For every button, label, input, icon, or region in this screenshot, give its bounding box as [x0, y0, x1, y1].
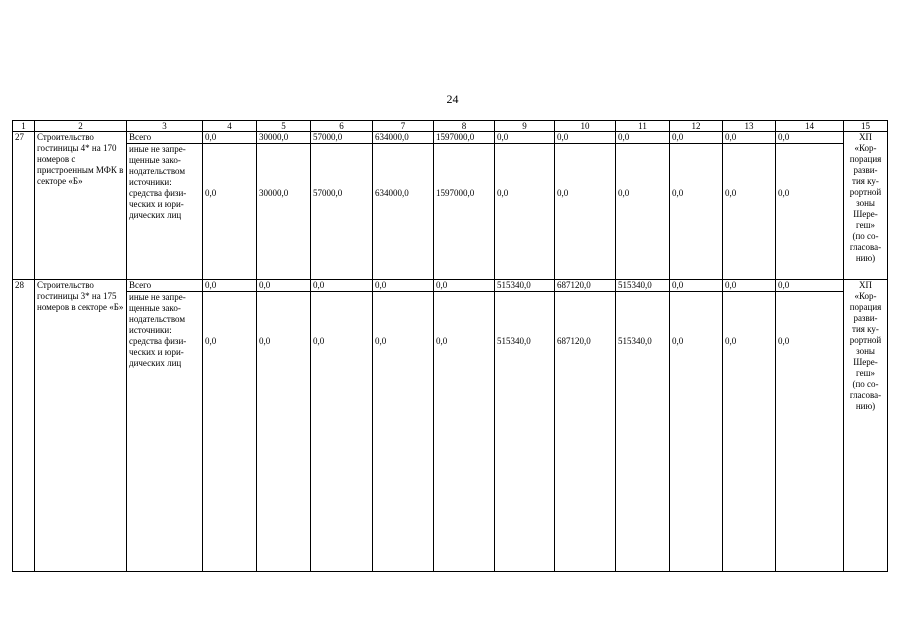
total-value-col-12: 0,0	[670, 132, 723, 144]
total-value-col-14: 0,0	[776, 280, 844, 292]
source-line: щенные зако-	[129, 155, 181, 165]
executor-line: гласова-	[849, 242, 882, 252]
executor-line: Шере-	[853, 357, 878, 367]
source-value-col-6: 57000,0	[311, 144, 373, 280]
row-index: 27	[13, 132, 35, 280]
source-label	[127, 144, 203, 280]
source-value-col-12: 0,0	[670, 144, 723, 280]
source-value-col-14: 0,0	[776, 292, 844, 572]
executor-line: ХП	[859, 280, 872, 290]
total-value-col-13: 0,0	[723, 132, 776, 144]
page-number: 24	[446, 92, 459, 106]
source-line: источники:	[129, 177, 172, 187]
header-cell-4: 4	[203, 121, 257, 132]
executor	[844, 280, 888, 572]
source-value-col-11: 0,0	[616, 144, 670, 280]
source-value-col-8: 1597000,0	[434, 144, 495, 280]
source-value-col-6: 0,0	[311, 292, 373, 572]
total-value-col-4: 0,0	[203, 280, 257, 292]
executor-line: Шере-	[853, 209, 878, 219]
executor-line: геш»	[856, 220, 875, 230]
source-line: иные не запре-	[129, 144, 186, 154]
source-value-col-7: 634000,0	[373, 144, 434, 280]
total-value-col-14: 0,0	[776, 132, 844, 144]
header-cell-8: 8	[434, 121, 495, 132]
source-value-col-9: 515340,0	[495, 292, 555, 572]
object-name: Строительство гостиницы 4* на 170 номеров с пристроенным МФК в секторе «Б»	[35, 132, 127, 280]
source-line: средства физи-	[129, 188, 187, 198]
source-line: средства физи-	[129, 336, 187, 346]
total-value-col-11: 515340,0	[616, 280, 670, 292]
header-cell-11: 11	[616, 121, 670, 132]
total-value-col-6: 0,0	[311, 280, 373, 292]
source-value-col-10: 687120,0	[555, 292, 616, 572]
source-value-col-12: 0,0	[670, 292, 723, 572]
executor-line: разви-	[853, 165, 878, 175]
source-line: источники:	[129, 325, 172, 335]
object-name: Строительство гостиницы 3* на 175 номеров в секторе «Б»	[35, 280, 127, 572]
total-value-col-8: 0,0	[434, 280, 495, 292]
total-label: Всего	[127, 280, 203, 292]
source-line: нодательством	[129, 314, 186, 324]
total-value-col-10: 0,0	[555, 132, 616, 144]
table-row	[13, 132, 888, 144]
executor-line: нию)	[855, 401, 876, 411]
total-value-col-5: 30000,0	[257, 132, 311, 144]
executor-line: порация	[849, 154, 882, 164]
executor-line: разви-	[853, 313, 878, 323]
header-row	[13, 121, 888, 132]
executor-line: зоны	[856, 198, 875, 208]
header-cell-14: 14	[776, 121, 844, 132]
executor-line: ХП	[859, 132, 872, 142]
executor-line: тия ку-	[852, 324, 879, 334]
total-value-col-7: 0,0	[373, 280, 434, 292]
source-line: дических лиц	[129, 210, 182, 220]
source-value-col-4: 0,0	[203, 144, 257, 280]
header-cell-15: 15	[844, 121, 888, 132]
source-value-col-13: 0,0	[723, 292, 776, 572]
total-value-col-10: 687120,0	[555, 280, 616, 292]
executor-line: «Кор-	[854, 291, 877, 301]
total-value-col-4: 0,0	[203, 132, 257, 144]
executor-line: порация	[849, 302, 882, 312]
total-value-col-6: 57000,0	[311, 132, 373, 144]
table-row	[13, 144, 888, 280]
table-row	[13, 280, 888, 292]
source-value-col-10: 0,0	[555, 144, 616, 280]
header-cell-5: 5	[257, 121, 311, 132]
table-row	[13, 292, 888, 572]
source-value-col-7: 0,0	[373, 292, 434, 572]
total-label: Всего	[127, 132, 203, 144]
header-cell-10: 10	[555, 121, 616, 132]
total-value-col-12: 0,0	[670, 280, 723, 292]
executor-line: «Кор-	[854, 143, 877, 153]
executor-line: (по со-	[852, 379, 879, 389]
total-value-col-5: 0,0	[257, 280, 311, 292]
header-cell-2: 2	[35, 121, 127, 132]
total-value-col-11: 0,0	[616, 132, 670, 144]
source-value-col-5: 0,0	[257, 292, 311, 572]
executor-line: зоны	[856, 346, 875, 356]
source-value-col-13: 0,0	[723, 144, 776, 280]
header-cell-3: 3	[127, 121, 203, 132]
total-value-col-7: 634000,0	[373, 132, 434, 144]
source-value-col-11: 515340,0	[616, 292, 670, 572]
source-value-col-4: 0,0	[203, 292, 257, 572]
source-line: щенные зако-	[129, 303, 181, 313]
executor-line: гласова-	[849, 390, 882, 400]
source-value-col-9: 0,0	[495, 144, 555, 280]
executor-line: нию)	[855, 253, 876, 263]
source-line: ческих и юри-	[129, 199, 184, 209]
executor-line: (по со-	[852, 231, 879, 241]
source-line: иные не запре-	[129, 292, 186, 302]
source-value-col-5: 30000,0	[257, 144, 311, 280]
header-cell-6: 6	[311, 121, 373, 132]
source-line: ческих и юри-	[129, 347, 184, 357]
executor	[844, 132, 888, 280]
source-value-col-14: 0,0	[776, 144, 844, 280]
total-value-col-8: 1597000,0	[434, 132, 495, 144]
header-cell-9: 9	[495, 121, 555, 132]
total-value-col-9: 0,0	[495, 132, 555, 144]
header-cell-13: 13	[723, 121, 776, 132]
program-table	[12, 120, 888, 572]
total-value-col-13: 0,0	[723, 280, 776, 292]
source-label	[127, 292, 203, 572]
row-index: 28	[13, 280, 35, 572]
header-cell-7: 7	[373, 121, 434, 132]
header-cell-12: 12	[670, 121, 723, 132]
executor-line: рортной	[849, 187, 882, 197]
executor-line: рортной	[849, 335, 882, 345]
source-value-col-8: 0,0	[434, 292, 495, 572]
executor-line: геш»	[856, 368, 875, 378]
header-cell-1: 1	[13, 121, 35, 132]
total-value-col-9: 515340,0	[495, 280, 555, 292]
source-line: дических лиц	[129, 358, 182, 368]
source-line: нодательством	[129, 166, 186, 176]
executor-line: тия ку-	[852, 176, 879, 186]
